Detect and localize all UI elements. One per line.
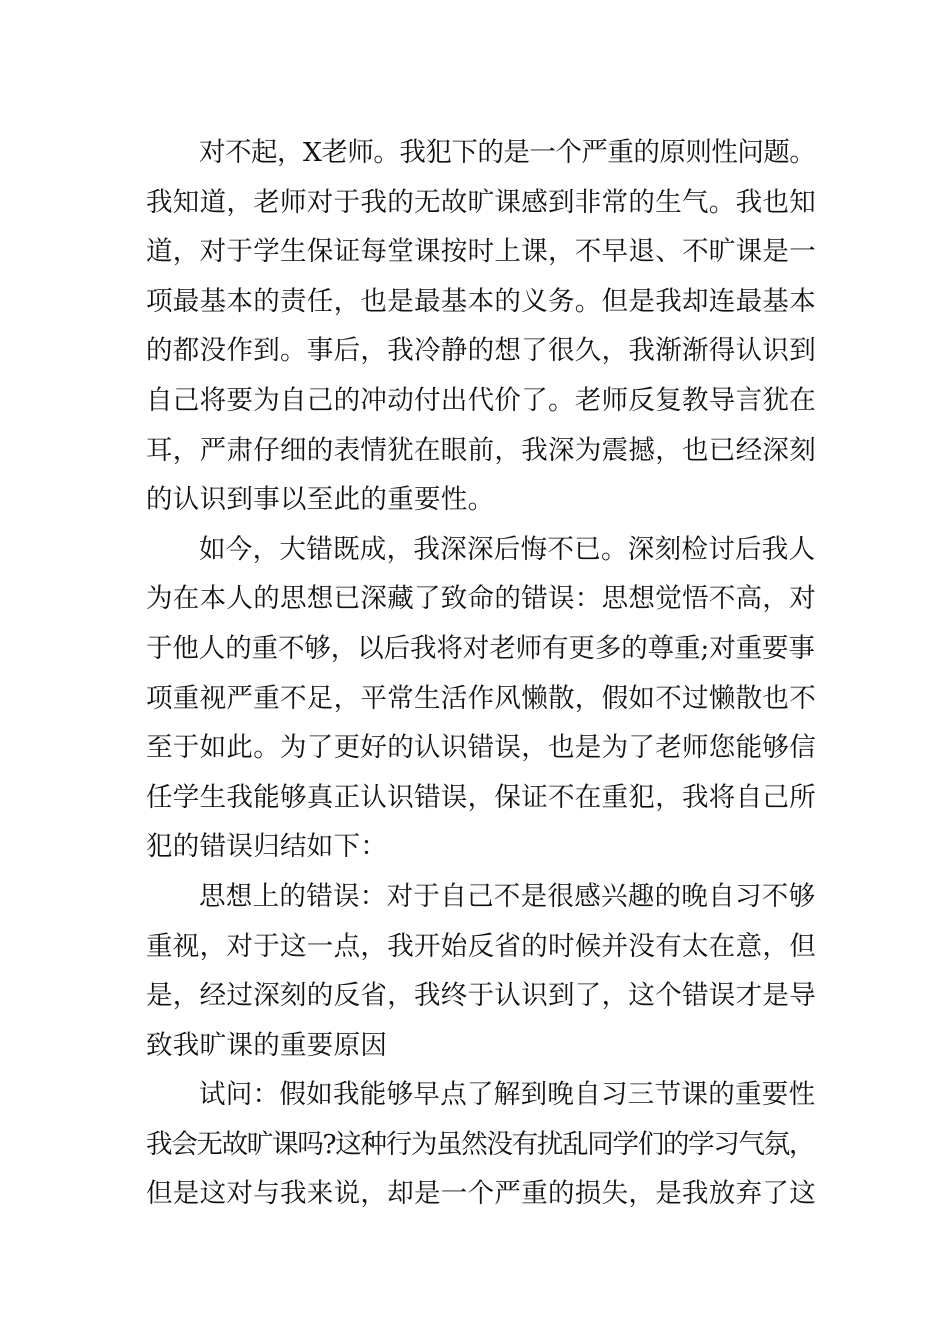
- paragraph-line: 自己将要为自己的冲动付出代价了。老师反复教导言犹在: [146, 384, 816, 416]
- paragraph-line: 道，对于学生保证每堂课按时上课，不早退、不旷课是一: [146, 236, 816, 268]
- paragraph-line: 犯的错误归结如下：: [146, 831, 388, 863]
- paragraph-line: 耳，严肃仔细的表情犹在眼前，我深为震撼，也已经深刻: [146, 434, 816, 466]
- paragraph-line: 为在本人的思想已深藏了致命的错误：思想觉悟不高，对: [146, 583, 816, 615]
- paragraph-1: [146, 128, 816, 525]
- paragraph-4: [146, 1070, 816, 1219]
- paragraph-line: 于他人的重不够，以后我将对老师有更多的尊重;对重要事: [146, 632, 815, 664]
- paragraph-line: 致我旷课的重要原因: [146, 1029, 388, 1061]
- paragraph-line: 我知道，老师对于我的无故旷课感到非常的生气。我也知: [146, 186, 816, 218]
- paragraph-line: 但是这对与我来说，却是一个严重的损失，是我放弃了这: [146, 1178, 816, 1210]
- paragraph-2: [146, 525, 816, 872]
- paragraph-3: [146, 872, 816, 1070]
- paragraph-line: 是，经过深刻的反省，我终于认识到了，这个错误才是导: [146, 980, 816, 1012]
- paragraph-line: 试问：假如我能够早点了解到晚自习三节课的重要性: [199, 1079, 816, 1111]
- paragraph-line: 至于如此。为了更好的认识错误，也是为了老师您能够信: [146, 732, 816, 764]
- paragraph-line: 重视，对于这一点，我开始反省的时候并没有太在意，但: [146, 930, 816, 962]
- paragraph-line: 如今，大错既成，我深深后悔不已。深刻检讨后我人: [199, 533, 816, 565]
- paragraph-line: 思想上的错误：对于自己不是很感兴趣的晚自习不够: [199, 880, 816, 912]
- paragraph-line: 我会无故旷课吗?这种行为虽然没有扰乱同学们的学习气氛，: [146, 1128, 815, 1160]
- paragraph-line: 对不起，X老师。我犯下的是一个严重的原则性问题。: [199, 137, 816, 168]
- paragraph-line: 的都没作到。事后，我冷静的想了很久，我渐渐得认识到: [146, 335, 816, 367]
- paragraph-line: 任学生我能够真正认识错误，保证不在重犯，我将自己所: [146, 781, 816, 813]
- paragraph-line: 项最基本的责任，也是最基本的义务。但是我却连最基本: [146, 285, 816, 317]
- paragraph-line: 项重视严重不足，平常生活作风懒散，假如不过懒散也不: [146, 682, 816, 714]
- paragraph-line: 的认识到事以至此的重要性。: [146, 484, 495, 516]
- document-body: [146, 128, 816, 1219]
